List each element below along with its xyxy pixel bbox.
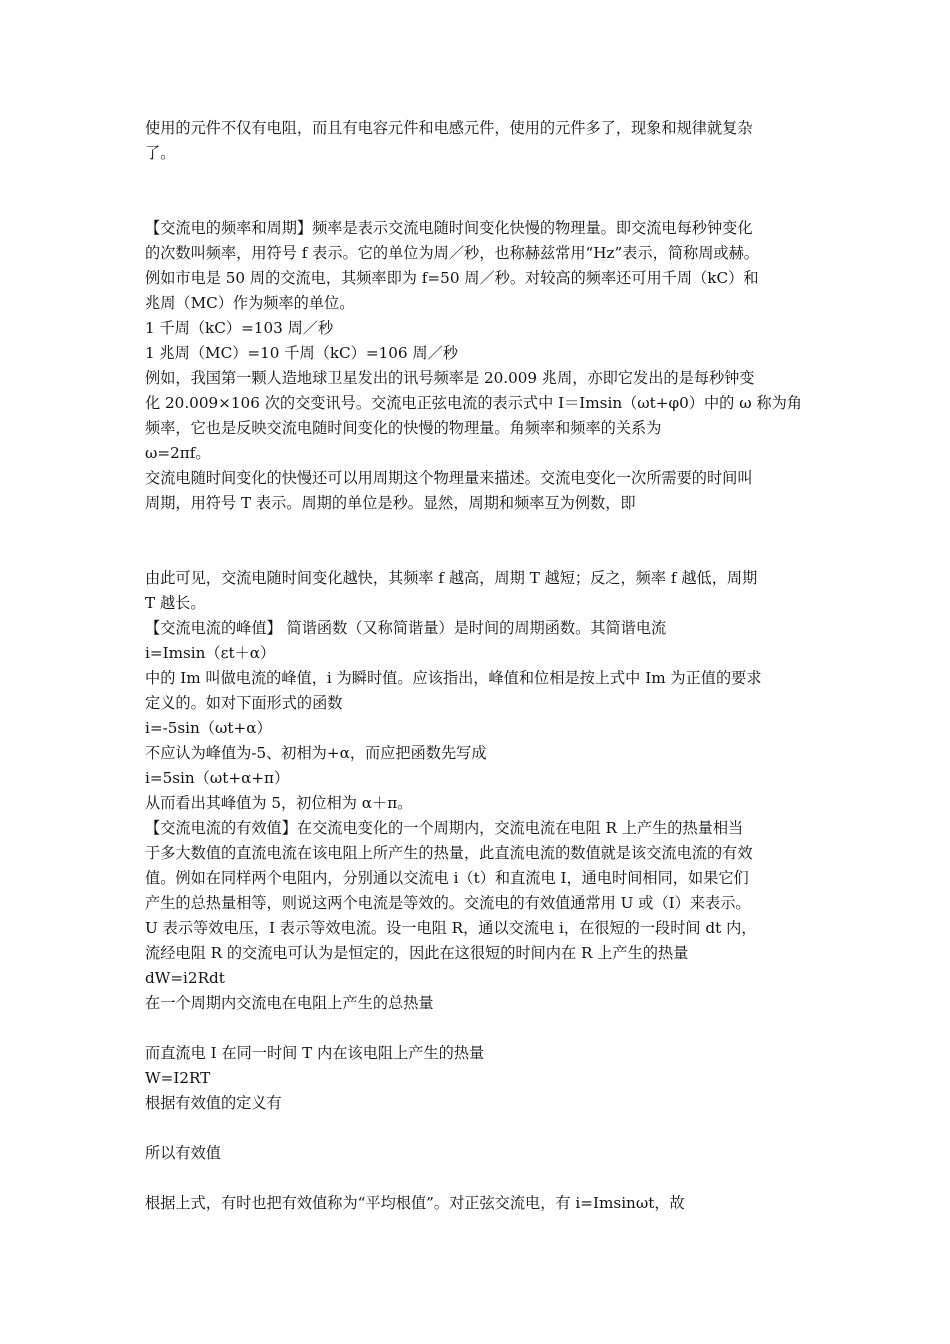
text-line: 兆周（MC）作为频率的单位。 bbox=[145, 294, 355, 312]
formula-line: 1 千周（kC）=103 周／秒 bbox=[145, 319, 334, 337]
text-line: 而直流电 I 在同一时间 T 内在该电阻上产生的热量 bbox=[145, 1044, 485, 1062]
text-line: 产生的总热量相等，则说这两个电流是等效的。交流电的有效值通常用 U 或（I）来表示。 bbox=[145, 894, 751, 912]
text-line: 从而看出其峰值为 5，初位相为 α＋π。 bbox=[145, 794, 413, 812]
text-line: 使用的元件不仅有电阻，而且有电容元件和电感元件，使用的元件多了，现象和规律就复杂 bbox=[145, 119, 753, 137]
text-line: 在一个周期内交流电在电阻上产生的总热量 bbox=[145, 994, 434, 1012]
text-line: 由此可见，交流电随时间变化越快，其频率 f 越高，周期 T 越短；反之，频率 f 越低，周期 bbox=[145, 569, 758, 587]
text-line: 流经电阻 R 的交流电可认为是恒定的，因此在这很短的时间内在 R 上产生的热量 bbox=[145, 944, 689, 962]
formula-line: 1 兆周（MC）=10 千周（kC）=106 周／秒 bbox=[145, 344, 458, 362]
formula-line: i=-5sin（ωt+α） bbox=[145, 719, 272, 737]
text-line: 所以有效值 bbox=[145, 1144, 221, 1162]
text-line: 例如市电是 50 周的交流电，其频率即为 f=50 周／秒。对较高的频率还可用千周（kC）和 bbox=[145, 269, 759, 287]
text-line: 根据上式，有时也把有效值称为“平均根值”。对正弦交流电，有 i=Imsinωt，故 bbox=[145, 1194, 685, 1212]
formula-line: ω=2πf。 bbox=[145, 444, 211, 462]
text-line: 的次数叫频率，用符号 f 表示。它的单位为周／秒，也称赫兹常用“Hz”表示，简称周或赫。 bbox=[145, 244, 759, 262]
text-line: 定义的。如对下面形式的函数 bbox=[145, 694, 343, 712]
text-line: 周期，用符号 T 表示。周期的单位是秒。显然，周期和频率互为例数，即 bbox=[145, 494, 636, 512]
section-heading-line: 【交流电流的有效值】在交流电变化的一个周期内，交流电流在电阻 R 上产生的热量相当 bbox=[145, 819, 744, 837]
text-line: 于多大数值的直流电流在该电阻上所产生的热量，此直流电流的数值就是该交流电流的有效 bbox=[145, 844, 753, 862]
text-line: U 表示等效电压，I 表示等效电流。设一电阻 R，通以交流电 i，在很短的一段时间 dt 内， bbox=[145, 919, 757, 937]
formula-line: i=5sin（ωt+α+π） bbox=[145, 769, 290, 787]
text-line: 值。例如在同样两个电阻内，分别通以交流电 i（t）和直流电 I，通电时间相同，如果它们 bbox=[145, 869, 749, 887]
text-line: 不应认为峰值为-5、初相为+α，而应把函数先写成 bbox=[145, 744, 487, 762]
text-line: 化 20.009×106 次的交变讯号。交流电正弦电流的表示式中 I＝Imsin（ωt+φ0）中的 ω 称为角 bbox=[145, 394, 802, 412]
text-line: 频率，它也是反映交流电随时间变化的快慢的物理量。角频率和频率的关系为 bbox=[145, 419, 662, 437]
section-heading-line: 【交流电流的峰值】 简谐函数（又称简谐量）是时间的周期函数。其简谐电流 bbox=[145, 619, 667, 637]
formula-line: i=Imsin（εt＋α） bbox=[145, 644, 276, 662]
text-line: 例如，我国第一颗人造地球卫星发出的讯号频率是 20.009 兆周，亦即它发出的是每秒钟变 bbox=[145, 369, 755, 387]
section-heading-line: 【交流电的频率和周期】频率是表示交流电随时间变化快慢的物理量。即交流电每秒钟变化 bbox=[145, 219, 753, 237]
text-line: 根据有效值的定义有 bbox=[145, 1094, 282, 1112]
formula-line: dW=i2Rdt bbox=[145, 969, 225, 987]
formula-line: W=I2RT bbox=[145, 1069, 211, 1087]
text-line: 了。 bbox=[145, 144, 176, 162]
text-line: 中的 Im 叫做电流的峰值，i 为瞬时值。应该指出，峰值和位相是按上式中 Im 为正值的要求 bbox=[145, 669, 762, 687]
text-line: T 越长。 bbox=[145, 594, 206, 612]
text-line: 交流电随时间变化的快慢还可以用周期这个物理量来描述。交流电变化一次所需要的时间叫 bbox=[145, 469, 753, 487]
